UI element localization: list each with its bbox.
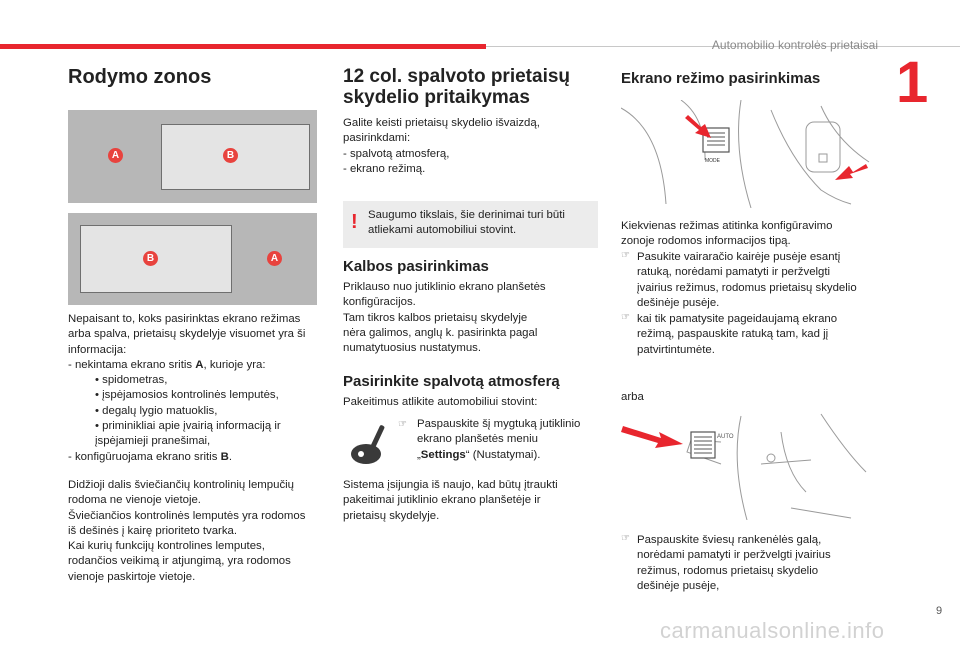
text-line: pakeitimai jutiklinio ekrano planšetėje ir (343, 494, 541, 507)
text-line: režimą, paspauskite ratuką tam, kad jį (637, 328, 829, 341)
text-line: Didžioji dalis šviečiančių kontrolinių lempučių (68, 479, 295, 491)
color-heading: Pasirinkite spalvotą atmosferą (343, 373, 560, 390)
text-line: zonoje rodomos informacijos tipą. (621, 235, 791, 248)
pointer-glyph: ☞ (398, 419, 407, 430)
steering-wheel-mode-illustration (621, 100, 871, 208)
warning-icon: ! (351, 211, 358, 233)
display-zones-diagram-bottom (68, 213, 317, 305)
instruction-item-3 (637, 533, 831, 594)
text-line: Sistema įsijungia iš naujo, kad būtų įtraukti (343, 479, 558, 491)
text-line (417, 448, 580, 463)
zone-letter: B (220, 450, 229, 463)
text-line: Galite keisti prietaisų skydelio išvaizdą, (343, 117, 540, 129)
instruction-item-2 (637, 312, 837, 358)
pointer-glyph: ☞ (621, 533, 630, 544)
text-line: kai tik pamatysite pageidaujamą ekrano (637, 313, 838, 325)
list-item-a (68, 358, 328, 373)
text-line: atliekami automobiliui stovint. (368, 224, 517, 237)
col2-outro (343, 478, 603, 524)
light-stalk-illustration (621, 412, 871, 520)
pointer-glyph: ☞ (621, 312, 630, 323)
color-intro: Pakeitimus atlikite automobiliui stovint: (343, 396, 538, 408)
col1-intro-paragraph (68, 312, 328, 465)
or-word: arba (621, 391, 644, 403)
text-line: dešinėje pusėje. (637, 296, 720, 309)
sub-list-item: • įspėjamosios kontrolinės lemputės, (95, 389, 279, 402)
zone-letter: A (195, 358, 204, 371)
header-accent-bar (0, 44, 486, 49)
text-line: Kai kurių funkcijų kontrolines lemputes, (68, 540, 265, 553)
text-line: rodančios veikimą ir atjungimą, yra rodomos (68, 555, 291, 568)
col3-title: Ekrano režimo pasirinkimas (621, 70, 821, 87)
text-span: . (228, 450, 232, 463)
col1-title: Rodymo zonos (68, 66, 212, 88)
text-line: pasirinkdami: (343, 132, 411, 145)
text-line: ratuką, norėdami pamatyti ir peržvelgti (637, 266, 831, 279)
text-span: „ (417, 448, 421, 461)
text-span: - konfigūruojama ekrano sritis (68, 450, 221, 463)
display-zones-diagram-top (68, 110, 317, 203)
watermark: carmanualsonline.info (660, 618, 885, 643)
text-line: Paspauskite šį mygtuką jutiklinio (417, 418, 581, 430)
text-line: vienoje paskirtoje vietoje. (68, 570, 196, 583)
col2-intro (343, 116, 598, 177)
text-line: režimus, rodomus prietaisų skydelio (637, 564, 819, 577)
title-line: 12 col. spalvoto prietaisų (343, 66, 571, 87)
text-line: Nepaisant to, koks pasirinktas ekrano režimas (68, 313, 301, 325)
auto-label: AUTO (717, 434, 734, 440)
text-line: nėra galimos, anglų k. pasirinkta pagal (343, 326, 538, 339)
text-line: įvairius režimus, rodomus prietaisų skydelio (637, 281, 857, 294)
text-line: prietaisų skydelyje. (343, 509, 440, 522)
text-span: “ (Nustatymai). (465, 448, 541, 461)
marker-a: A (108, 148, 123, 163)
section-title: Automobilio kontrolės prietaisai (711, 38, 878, 52)
text-line: rodoma ne vienoje vietoje. (68, 494, 201, 507)
text-line: Pasukite vairaračio kairėje pusėje esantį (637, 251, 841, 263)
sub-list-item: • priminikliai apie įvairią informaciją ir (95, 420, 281, 433)
language-paragraph (343, 280, 598, 356)
list-item: - ekrano režimą. (343, 162, 426, 175)
sub-list-item: įspėjamieji pranešimai, (95, 435, 211, 448)
settings-label: Settings (420, 448, 466, 461)
text-line: iš dešinės į kairę prioriteto tvarka. (68, 524, 238, 537)
text-line: numatytuosius nustatymus. (343, 342, 482, 355)
settings-instruction (417, 417, 580, 463)
safety-warning-box (343, 201, 598, 248)
text-line: konfigūracijos. (343, 296, 416, 309)
text-line: Priklauso nuo jutiklinio ekrano planšetės (343, 281, 546, 293)
text-line: Šviečiančios kontrolinės lemputės yra rodomos (68, 509, 306, 522)
marker-a: A (267, 251, 282, 266)
list-item: - spalvotą atmosferą, (343, 147, 450, 160)
col3-paragraph (621, 219, 881, 250)
text-line: Paspauskite šviesų rankenėlės galą, (637, 534, 822, 546)
chapter-number: 1 (896, 50, 929, 115)
text-line: patvirtintumėte. (637, 343, 715, 356)
text-line: arba spalva, prietaisų skydelyje visuomet yra ši (68, 328, 306, 341)
text-line: informacija: (68, 343, 127, 356)
warning-text (368, 208, 565, 239)
text-line: ekrano planšetės meniu (417, 433, 538, 446)
text-line: Saugumo tikslais, šie derinimai turi būti (368, 209, 565, 221)
text-span: - nekintama ekrano sritis (68, 358, 196, 371)
settings-wrench-icon (350, 420, 386, 466)
marker-b: B (143, 251, 158, 266)
text-line: Tam tikros kalbos prietaisų skydelyje (343, 311, 528, 324)
text-line: norėdami pamatyti ir peržvelgti įvairius (637, 549, 831, 562)
page-number: 9 (936, 605, 943, 617)
title-line: skydelio pritaikymas (343, 87, 530, 108)
col2-title (343, 66, 570, 108)
list-item-b (68, 450, 328, 465)
text-span: , kurioje yra: (203, 358, 266, 371)
sub-list-item: • spidometras, (95, 374, 168, 387)
mode-label: MODE (705, 158, 720, 164)
col1-second-paragraph (68, 478, 328, 585)
pointer-glyph: ☞ (621, 250, 630, 261)
instruction-item-1 (637, 250, 857, 311)
language-heading: Kalbos pasirinkimas (343, 258, 489, 275)
text-line: dešinėje pusėje, (637, 579, 720, 592)
marker-b: B (223, 148, 238, 163)
text-line: Kiekvienas režimas atitinka konfigūravimo (621, 220, 833, 232)
sub-list-item: • degalų lygio matuoklis, (95, 404, 218, 417)
